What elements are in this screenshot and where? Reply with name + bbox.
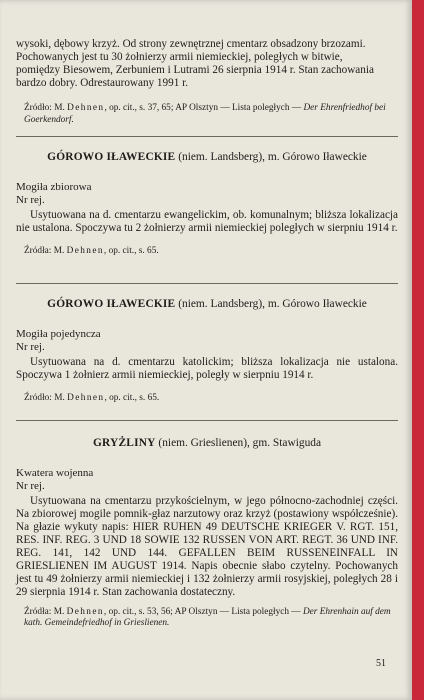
entry-body: Usytuowana na d. cmentarzu ewangelickim, ob. komunalnym; bliższa lokalizacja nie ustalona. Spoczywa tu 2 żołnierzy armii niemieckiej poległych w sierpniu 1914 r. <box>16 208 398 234</box>
continued-line-1: wysoki, dębowy krzyż. Od strony zewnętrznej cmentarz obsadzony brzozami. <box>16 38 366 50</box>
source-italic-title: Der Ehrenhain auf dem kath. Gemeindefriedhof in Grieslienen. <box>24 606 391 629</box>
entry-place: GÓROWO IŁAWECKIE <box>47 298 176 310</box>
source-text: , op. cit., s. 53, 56; AP Olsztyn — Lista poległych — <box>103 606 301 617</box>
entry-gryzliny <box>16 437 398 630</box>
entry-gorowo-2 <box>16 298 398 404</box>
continued-line-3: pomiędzy Biesowem, Zerbuniem i Lutrami 26 sierpnia 1914 r. Stan zachowania <box>16 64 374 76</box>
registry-number: Nr rej. <box>16 479 45 492</box>
source-author: Dehnen <box>67 103 105 113</box>
entry-place-details: (niem. Landsberg), m. Górowo Iławeckie <box>178 298 367 310</box>
entry-place-details: (niem. Landsberg), m. Górowo Iławeckie <box>178 151 367 163</box>
grave-type: Kwatera wojenna <box>16 467 94 479</box>
entry-gorowo-1 <box>16 151 398 257</box>
source-text: , op. cit., s. 65. <box>104 392 160 403</box>
continued-source <box>24 103 398 126</box>
source-author: Dehnen <box>67 392 105 403</box>
entry-heading <box>16 298 398 311</box>
source-text: , op. cit., s. 65. <box>103 245 159 256</box>
source-prefix: Źródła: M. <box>24 606 65 617</box>
source-prefix: Źródła: M. <box>24 245 65 256</box>
continued-line-4: bardzo dobry. Odrestaurowany 1991 r. <box>16 77 189 89</box>
entry-heading <box>16 151 398 164</box>
page-number: 51 <box>376 658 386 669</box>
continued-entry <box>16 38 398 126</box>
entry-body: Usytuowana na d. cmentarzu katolickim; bliższa lokalizacja nie ustalona. Spoczywa 1 żołnierz armii niemieckiej, poległy w sierpniu 1914 r. <box>16 355 398 381</box>
source-prefix: Źródło: M. <box>24 103 65 113</box>
grave-type: Mogiła pojedyncza <box>16 328 101 340</box>
entry-place: GRYŻLINY <box>92 437 156 449</box>
entry-heading <box>16 437 398 450</box>
entry-place-details: (niem. Grieslienen), gm. Stawiguda <box>158 437 322 449</box>
registry-number: Nr rej. <box>16 193 45 206</box>
registry-number: Nr rej. <box>16 340 45 353</box>
source-author: Dehnen <box>66 606 104 617</box>
divider <box>16 136 398 137</box>
source-text: , op. cit., s. 37, 65; AP Olsztyn — Lista poległych — <box>104 103 302 113</box>
source-italic-title: Der Ehrenfriedhof bei Goerkendorf. <box>24 103 386 125</box>
entry-body: Usytuowana na cmentarzu przykościelnym, w jego północno-zachodniej części. Na zbiorowej mogile pomnik-głaz narzutowy oraz krzyż (postawiony współcześnie). Na głazie wykuty napis: HIER RUHEN 49 DEUTSCHE KRIEGER V. RGT. 151, RES. INF. REG. 3 UND 18 SOWIE 132 RUSSEN VON ART. REGT. 36 UND INF. REG. 141, 142 UND 144. GEFALLEN BEIM RUSSENEINFALL IN GRIESLIENEN IM AUGUST 1914. Napis obecnie słabo czytelny. Pochowanych jest tu 49 żołnierzy armii niemieckiej i 132 żołnierzy armii rosyjskiej, poległych 28 i 29 sierpnia 1914 r. Stan zachowania dostateczny. <box>16 494 398 598</box>
grave-type: Mogiła zbiorowa <box>16 181 92 193</box>
entry-source <box>24 607 398 630</box>
entry-source <box>24 393 398 405</box>
source-prefix: Źródło: M. <box>24 392 65 403</box>
entry-source <box>24 246 398 258</box>
continued-line-2: Pochowanych jest tu 30 żołnierzy armii niemieckiej, poległych w bitwie, <box>16 51 343 63</box>
divider <box>16 283 398 284</box>
source-author: Dehnen <box>66 245 104 256</box>
entry-place: GÓROWO IŁAWECKIE <box>47 151 176 163</box>
divider <box>16 420 398 421</box>
